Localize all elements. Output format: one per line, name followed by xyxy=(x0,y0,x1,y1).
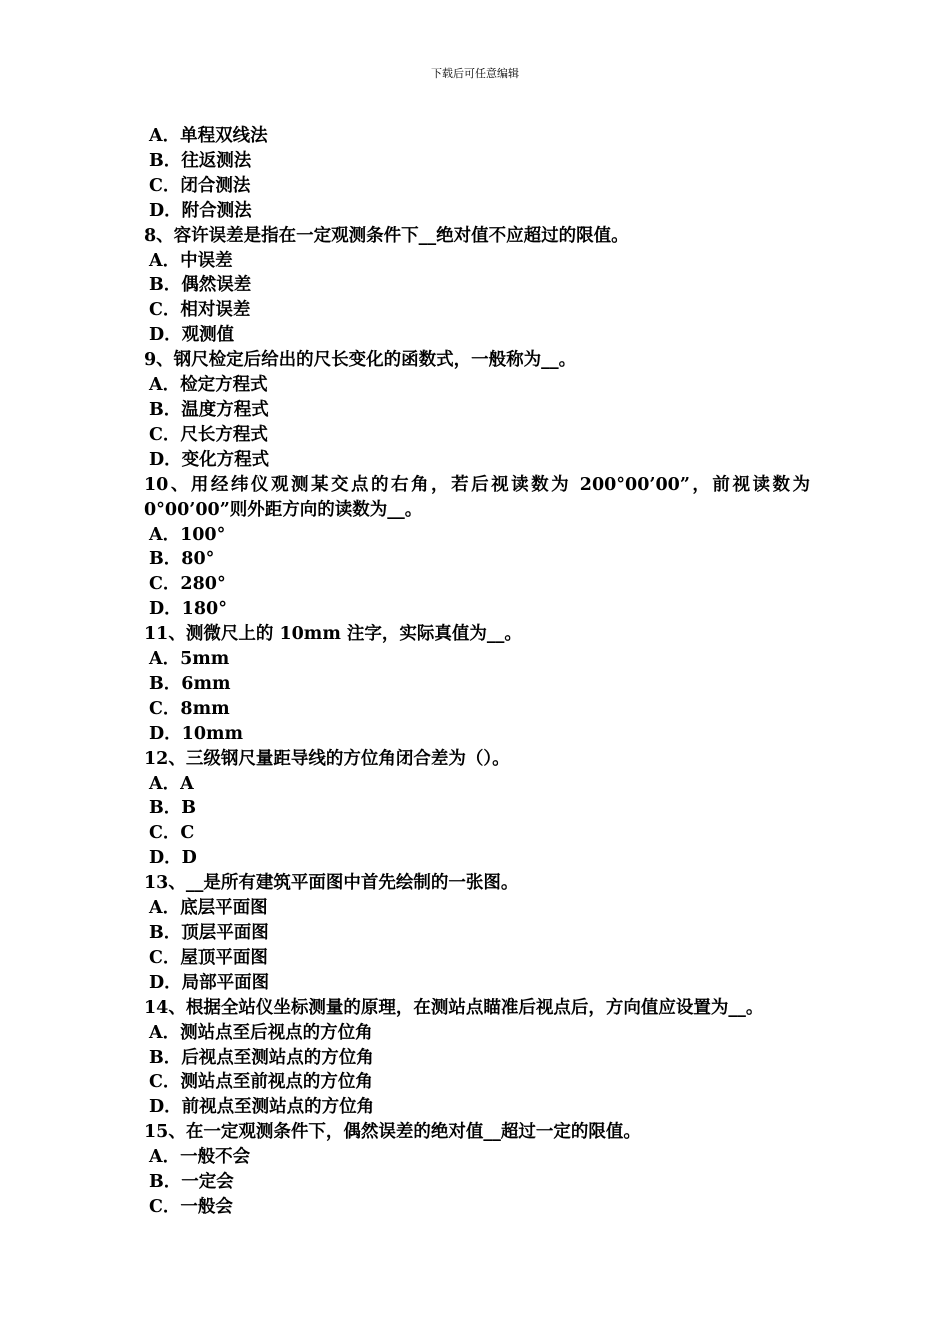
answer-option: B．偶然误差 xyxy=(149,275,252,296)
answer-option: C．屋顶平面图 xyxy=(149,947,268,968)
answer-option: A．中误差 xyxy=(149,250,233,271)
answer-option: C．测站点至前视点的方位角 xyxy=(149,1072,373,1093)
answer-option: D．变化方程式 xyxy=(149,449,270,470)
answer-option: A．底层平面图 xyxy=(149,898,268,919)
question-14: 14、根据全站仪坐标测量的原理，在测站点瞄准后视点后，方向值应设置为__。 xyxy=(144,997,764,1018)
answer-option: A．检定方程式 xyxy=(149,375,268,396)
answer-option: D．D xyxy=(149,848,197,869)
document-body xyxy=(144,124,810,1220)
answer-option: C．一般会 xyxy=(149,1196,233,1217)
answer-option: C．尺长方程式 xyxy=(149,424,268,445)
answer-option: A．测站点至后视点的方位角 xyxy=(149,1022,373,1043)
answer-option: C．闭合测法 xyxy=(149,175,251,196)
answer-option: A．A xyxy=(149,773,194,794)
answer-option: B．B xyxy=(149,798,197,819)
answer-option: D．10mm xyxy=(149,723,244,744)
answer-option: C．相对误差 xyxy=(149,300,251,321)
answer-option: B．往返测法 xyxy=(149,150,252,171)
answer-option: B．一定会 xyxy=(149,1172,234,1193)
answer-option: D．前视点至测站点的方位角 xyxy=(149,1097,375,1118)
answer-option: C．280° xyxy=(149,574,226,595)
answer-option: D．局部平面图 xyxy=(149,972,270,993)
question-12: 12、三级钢尺量距导线的方位角闭合差为（）。 xyxy=(144,748,510,769)
answer-option: C．8mm xyxy=(149,698,230,719)
answer-option: A．单程双线法 xyxy=(149,126,268,146)
question-15: 15、在一定观测条件下，偶然误差的绝对值__超过一定的限值。 xyxy=(144,1122,641,1143)
answer-option: B．顶层平面图 xyxy=(149,923,269,943)
answer-option: D．180° xyxy=(149,599,227,620)
question-13: 13、__是所有建筑平面图中首先绘制的一张图。 xyxy=(144,873,519,894)
answer-option: A．5mm xyxy=(149,649,230,670)
question-10: 10、用经纬仪观测某交点的右角，若后视读数为 200°00’00”，前视读数为 0°00’00”则外距方向的读数为__。 xyxy=(144,474,810,520)
page-header: 下载后可任意编辑 xyxy=(431,67,519,80)
answer-option: C．C xyxy=(149,823,195,844)
answer-option: B．80° xyxy=(149,549,215,570)
answer-option: B．后视点至测站点的方位角 xyxy=(149,1047,374,1068)
answer-option: A．100° xyxy=(149,524,226,545)
answer-option: A．一般不会 xyxy=(149,1147,251,1168)
answer-option: D．观测值 xyxy=(149,325,235,346)
question-11: 11、测微尺上的 10mm 注字，实际真值为__。 xyxy=(144,624,522,645)
answer-option: B．温度方程式 xyxy=(149,399,269,420)
question-8: 8、容许误差是指在一定观测条件下__绝对值不应超过的限值。 xyxy=(144,225,629,246)
answer-option: D．附合测法 xyxy=(149,200,252,221)
answer-option: B．6mm xyxy=(149,673,231,694)
question-9: 9、钢尺检定后给出的尺长变化的函数式，一般称为__。 xyxy=(144,350,577,371)
